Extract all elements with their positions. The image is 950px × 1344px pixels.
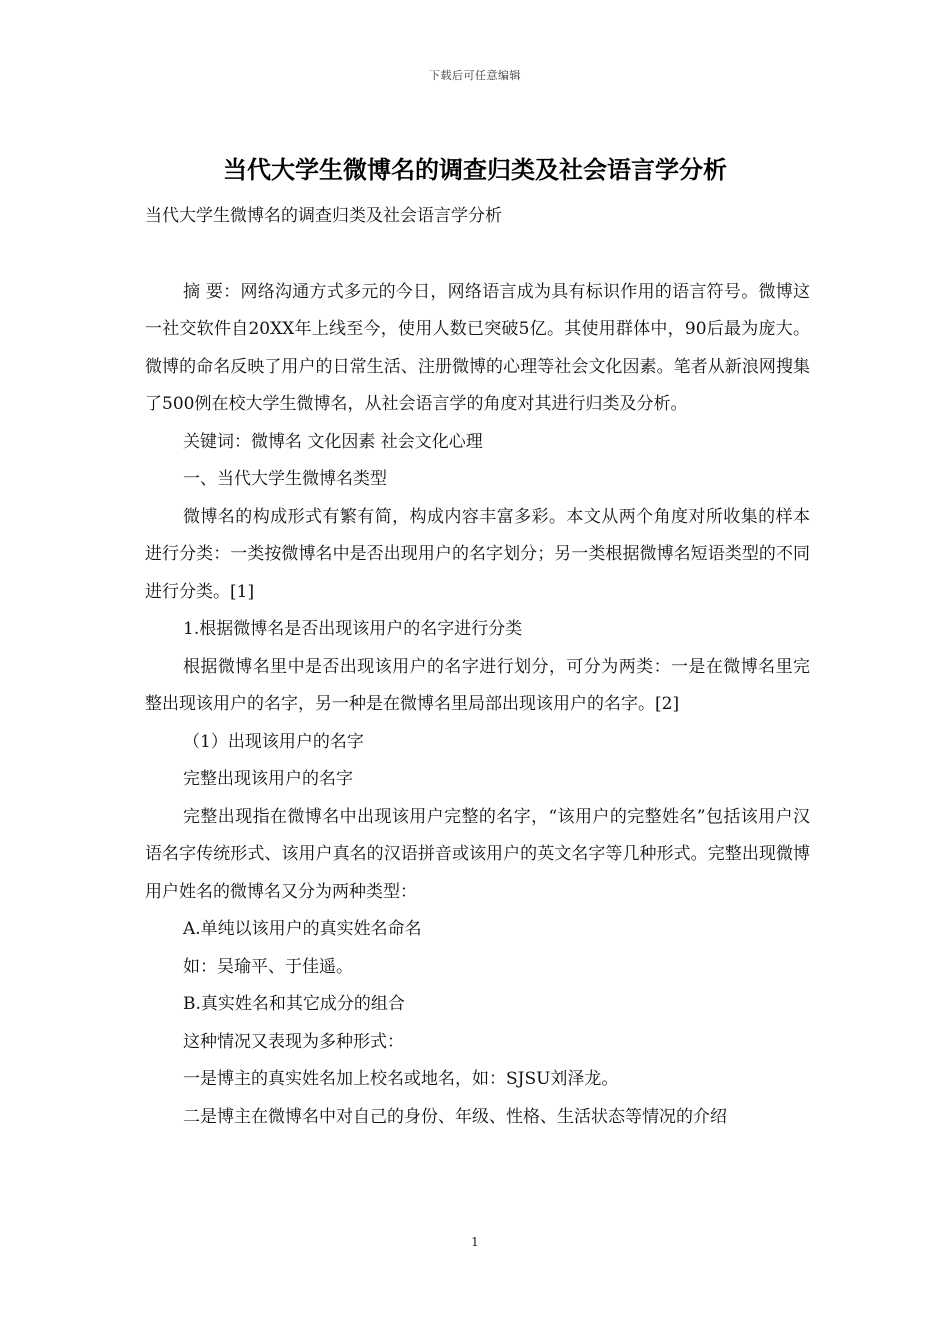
document-subtitle: 当代大学生微博名的调查归类及社会语言学分析 (145, 206, 502, 226)
example-line: 如：吴瑜平、于佳遥。 (183, 956, 353, 977)
body-paragraph: 二是博主在微博名中对自己的身份、年级、性格、生活状态等情况的介绍 (183, 1106, 727, 1127)
list-item-a: A.单纯以该用户的真实姓名命名 (183, 919, 422, 939)
subsection-heading-1-1: （1）出现该用户的名字 (183, 731, 364, 752)
subsection-heading-1: 1.根据微博名是否出现该用户的名字进行分类 (183, 619, 523, 639)
section-heading-1: 一、当代大学生微博名类型 (183, 469, 387, 489)
abstract-paragraph: 摘 要：网络沟通方式多元的今日，网络语言成为具有标识作用的语言符号。微博这一社交软件自20XX年上线至今，使用人数已突破5亿。其使用群体中，90后最为庞大。微博的命名反映了用户的日常生活、注册微博的心理等社会文化因素。笔者从新浪网搜集了500例在校大学生微博名，从社会语言学的角度对其进行归类及分析。 (145, 281, 810, 414)
body-paragraph: 微博名的构成形式有繁有简，构成内容丰富多彩。本文从两个角度对所收集的样本进行分类：一类按微博名中是否出现用户的名字划分；另一类根据微博名短语类型的不同进行分类。[1] (145, 506, 810, 602)
page-header-note: 下载后可任意编辑 (429, 69, 521, 82)
body-paragraph: 完整出现指在微博名中出现该用户完整的名字，“该用户的完整姓名”包括该用户汉语名字传统形式、该用户真名的汉语拼音或该用户的英文名字等几种形式。完整出现微博用户姓名的微博名又分为两种类型： (145, 806, 810, 902)
document-body (145, 198, 810, 1136)
document-title: 当代大学生微博名的调查归类及社会语言学分析 (223, 156, 727, 184)
body-paragraph: 一是博主的真实姓名加上校名或地名，如：SJSU刘泽龙。 (183, 1069, 619, 1089)
body-paragraph: 根据微博名里中是否出现该用户的名字进行划分，可分为两类：一是在微博名里完整出现该用户的名字，另一种是在微博名里局部出现该用户的名字。[2] (145, 656, 810, 714)
body-paragraph: 完整出现该用户的名字 (183, 769, 353, 789)
body-paragraph: 这种情况又表现为多种形式： (183, 1031, 404, 1052)
list-item-b: B.真实姓名和其它成分的组合 (183, 994, 405, 1014)
page-number: 1 (471, 1235, 479, 1249)
keywords-paragraph: 关键词：微博名 文化因素 社会文化心理 (183, 431, 483, 452)
